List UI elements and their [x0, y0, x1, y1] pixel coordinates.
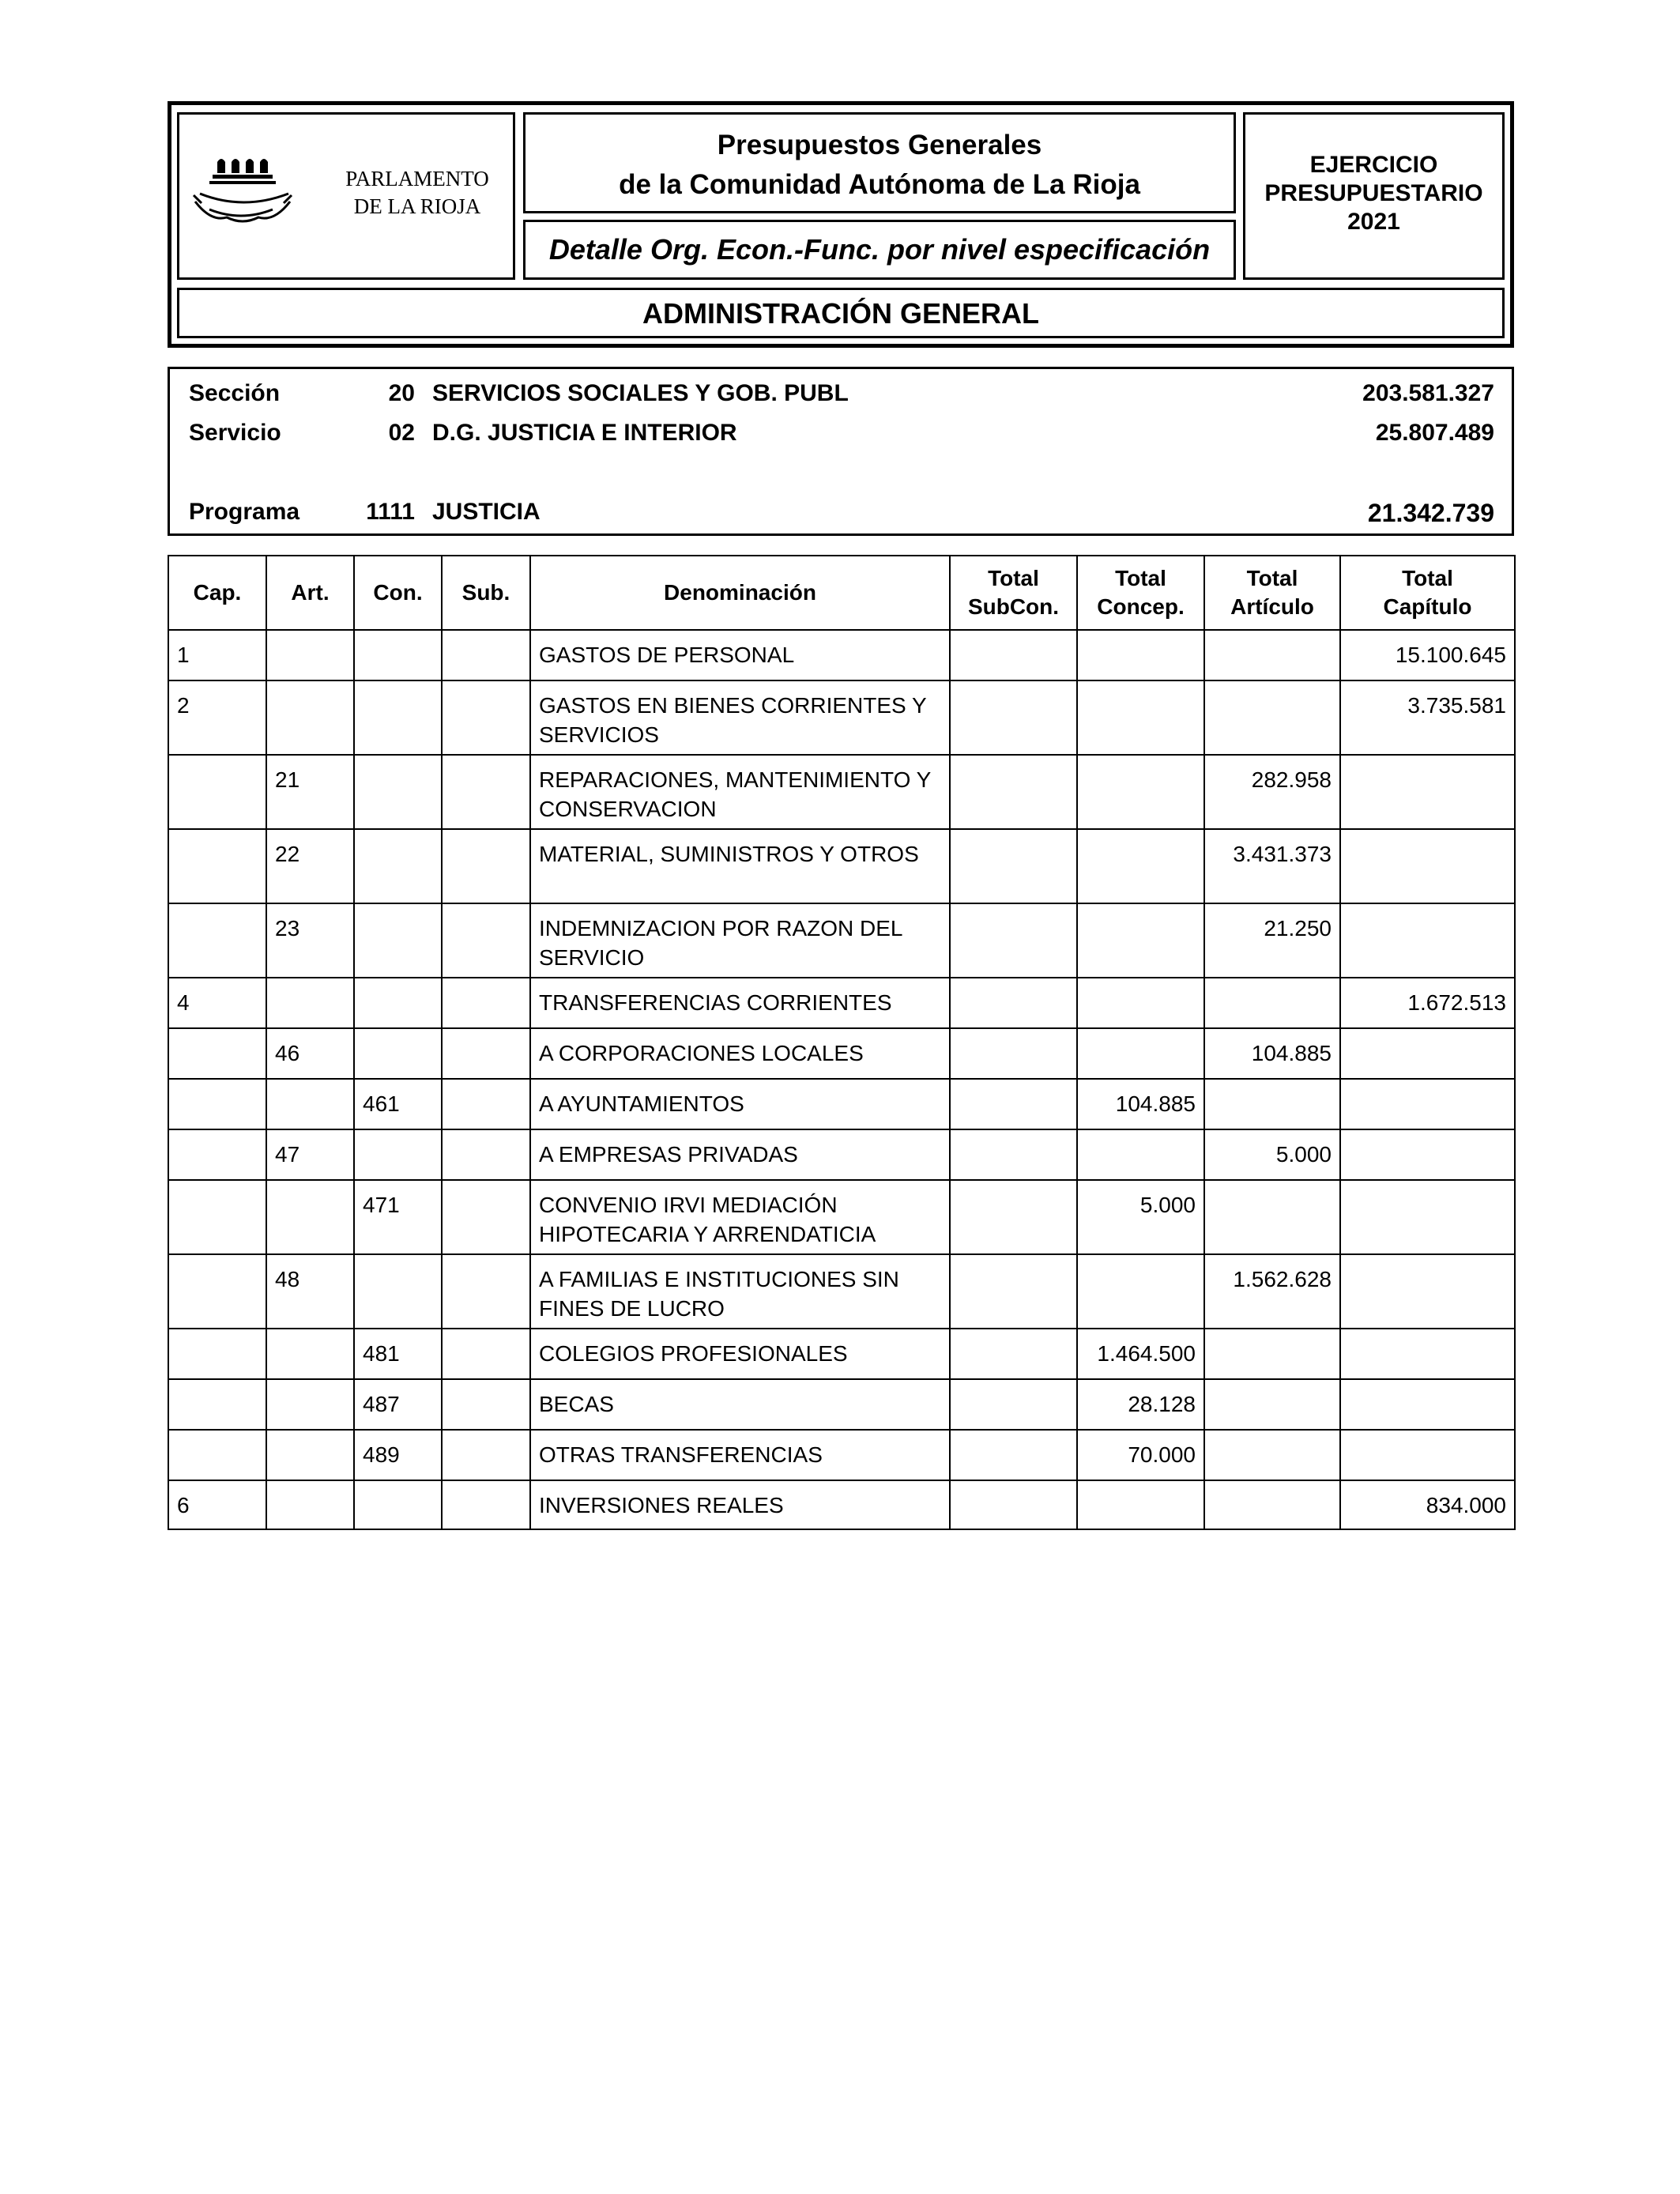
cell-total-articulo: 104.885: [1204, 1028, 1340, 1079]
header-concep-line1: Total: [1115, 566, 1166, 590]
table-header-row: [168, 556, 1515, 630]
budget-table: [168, 555, 1516, 1530]
cell-cap: 4: [168, 978, 266, 1028]
cell-denominacion: MATERIAL, SUMINISTROS Y OTROS: [530, 829, 950, 903]
cell-total-capitulo: 834.000: [1340, 1480, 1515, 1529]
table-row: [168, 978, 1515, 1028]
cell-con: [354, 829, 442, 903]
servicio-label: Servicio: [189, 420, 281, 446]
cell-total-capitulo: [1340, 1329, 1515, 1379]
cell-denominacion: A FAMILIAS E INSTITUCIONES SIN FINES DE LUCRO: [530, 1254, 950, 1329]
cell-cap: [168, 903, 266, 978]
cell-total-subcon: [950, 680, 1077, 755]
cell-con: [354, 680, 442, 755]
cell-art: [266, 1480, 354, 1529]
cell-sub: [442, 1430, 530, 1480]
logo-panel: [177, 112, 515, 280]
table-row: [168, 903, 1515, 978]
cell-total-capitulo: [1340, 1379, 1515, 1430]
cell-con: [354, 1254, 442, 1329]
cell-sub: [442, 680, 530, 755]
cell-total-capitulo: 3.735.581: [1340, 680, 1515, 755]
cell-art: [266, 1379, 354, 1430]
header-denominacion: Denominación: [530, 556, 950, 630]
table-row: [168, 1180, 1515, 1254]
table-row: [168, 680, 1515, 755]
table-row: [168, 1430, 1515, 1480]
table-row: [168, 1480, 1515, 1529]
cell-cap: [168, 1028, 266, 1079]
cell-total-articulo: [1204, 1180, 1340, 1254]
cell-sub: [442, 1079, 530, 1129]
cell-total-subcon: [950, 1480, 1077, 1529]
header-total-subcon: [950, 556, 1077, 630]
seccion-code: 20: [388, 380, 415, 406]
cell-denominacion: GASTOS EN BIENES CORRIENTES Y SERVICIOS: [530, 680, 950, 755]
header-capitulo-line2: Capítulo: [1383, 594, 1472, 619]
cell-total-capitulo: [1340, 903, 1515, 978]
logo-line-1: PARLAMENTO: [345, 167, 489, 190]
ejercicio-line-1: EJERCICIO: [1309, 152, 1438, 178]
cell-total-articulo: 21.250: [1204, 903, 1340, 978]
table-row: [168, 1379, 1515, 1430]
header-art: Art.: [266, 556, 354, 630]
cell-cap: [168, 755, 266, 829]
table-row: [168, 1254, 1515, 1329]
cell-denominacion: A EMPRESAS PRIVADAS: [530, 1129, 950, 1180]
table-row: [168, 755, 1515, 829]
cell-total-capitulo: [1340, 1254, 1515, 1329]
cell-total-subcon: [950, 755, 1077, 829]
cell-sub: [442, 829, 530, 903]
admin-banner: [177, 288, 1505, 338]
cell-art: [266, 630, 354, 680]
cell-cap: [168, 1254, 266, 1329]
cell-cap: 2: [168, 680, 266, 755]
cell-sub: [442, 1379, 530, 1430]
cell-art: 22: [266, 829, 354, 903]
cell-art: 47: [266, 1129, 354, 1180]
cell-denominacion: BECAS: [530, 1379, 950, 1430]
cell-art: [266, 1430, 354, 1480]
cell-con: [354, 630, 442, 680]
cell-cap: [168, 1379, 266, 1430]
programa-label: Programa: [189, 499, 300, 525]
cell-denominacion: A AYUNTAMIENTOS: [530, 1079, 950, 1129]
cell-total-articulo: 5.000: [1204, 1129, 1340, 1180]
header-cap: Cap.: [168, 556, 266, 630]
cell-total-concep: 28.128: [1077, 1379, 1204, 1430]
cell-total-articulo: 1.562.628: [1204, 1254, 1340, 1329]
cell-total-subcon: [950, 1180, 1077, 1254]
cell-total-capitulo: [1340, 829, 1515, 903]
cell-total-subcon: [950, 1028, 1077, 1079]
cell-sub: [442, 978, 530, 1028]
programa-amount: 21.342.739: [1367, 499, 1494, 527]
cell-total-articulo: [1204, 680, 1340, 755]
cell-total-articulo: [1204, 1480, 1340, 1529]
cell-art: [266, 680, 354, 755]
cell-sub: [442, 1129, 530, 1180]
cell-total-concep: 1.464.500: [1077, 1329, 1204, 1379]
cell-total-capitulo: [1340, 1129, 1515, 1180]
header-articulo-line1: Total: [1246, 566, 1298, 590]
cell-total-concep: [1077, 903, 1204, 978]
cell-total-articulo: [1204, 1079, 1340, 1129]
header-subcon-line1: Total: [988, 566, 1039, 590]
cell-total-subcon: [950, 1379, 1077, 1430]
ejercicio-panel: [1243, 112, 1505, 280]
cell-denominacion: REPARACIONES, MANTENIMIENTO Y CONSERVACION: [530, 755, 950, 829]
ejercicio-year: 2021: [1347, 209, 1400, 235]
seccion-label: Sección: [189, 380, 281, 406]
programa-name: JUSTICIA: [432, 499, 541, 525]
cell-total-concep: [1077, 630, 1204, 680]
header-articulo-line2: Artículo: [1230, 594, 1314, 619]
cell-sub: [442, 903, 530, 978]
cell-denominacion: GASTOS DE PERSONAL: [530, 630, 950, 680]
cell-denominacion: CONVENIO IRVI MEDIACIÓN HIPOTECARIA Y ARRENDATICIA: [530, 1180, 950, 1254]
header-sub: Sub.: [442, 556, 530, 630]
cell-denominacion: A CORPORACIONES LOCALES: [530, 1028, 950, 1079]
cell-cap: 1: [168, 630, 266, 680]
cell-total-capitulo: 15.100.645: [1340, 630, 1515, 680]
cell-total-articulo: [1204, 978, 1340, 1028]
cell-total-subcon: [950, 903, 1077, 978]
cell-sub: [442, 1329, 530, 1379]
cell-total-concep: 70.000: [1077, 1430, 1204, 1480]
cell-denominacion: TRANSFERENCIAS CORRIENTES: [530, 978, 950, 1028]
cell-total-articulo: [1204, 1430, 1340, 1480]
admin-banner-text: ADMINISTRACIÓN GENERAL: [642, 297, 1039, 330]
header-subcon-line2: SubCon.: [967, 594, 1060, 619]
cell-sub: [442, 1180, 530, 1254]
header-total-capitulo: [1340, 556, 1515, 630]
cell-total-articulo: [1204, 1379, 1340, 1430]
cell-total-articulo: 282.958: [1204, 755, 1340, 829]
cell-art: 21: [266, 755, 354, 829]
cell-total-concep: [1077, 680, 1204, 755]
cell-sub: [442, 1028, 530, 1079]
cell-sub: [442, 1254, 530, 1329]
cell-total-subcon: [950, 1254, 1077, 1329]
servicio-name: D.G. JUSTICIA E INTERIOR: [432, 420, 737, 446]
cell-con: 487: [354, 1379, 442, 1430]
cell-art: [266, 1329, 354, 1379]
cell-cap: 6: [168, 1480, 266, 1529]
cell-sub: [442, 630, 530, 680]
cell-con: [354, 755, 442, 829]
logo-wordmark: [326, 165, 508, 221]
table-row: [168, 1028, 1515, 1079]
parliament-emblem-icon: [186, 146, 328, 241]
cell-art: 48: [266, 1254, 354, 1329]
cell-total-articulo: [1204, 1329, 1340, 1379]
cell-total-capitulo: [1340, 1180, 1515, 1254]
cell-cap: [168, 1180, 266, 1254]
seccion-amount: 203.581.327: [1362, 380, 1494, 406]
cell-total-concep: [1077, 755, 1204, 829]
header-con: Con.: [354, 556, 442, 630]
cell-total-capitulo: [1340, 1028, 1515, 1079]
cell-art: 46: [266, 1028, 354, 1079]
cell-con: 481: [354, 1329, 442, 1379]
cell-total-subcon: [950, 978, 1077, 1028]
header-total-concep: [1077, 556, 1204, 630]
cell-con: [354, 1028, 442, 1079]
cell-total-concep: 5.000: [1077, 1180, 1204, 1254]
cell-total-capitulo: [1340, 1430, 1515, 1480]
cell-con: 461: [354, 1079, 442, 1129]
cell-total-subcon: [950, 630, 1077, 680]
cell-con: [354, 1129, 442, 1180]
cell-denominacion: INVERSIONES REALES: [530, 1480, 950, 1529]
cell-sub: [442, 755, 530, 829]
cell-denominacion: INDEMNIZACION POR RAZON DEL SERVICIO: [530, 903, 950, 978]
cell-denominacion: OTRAS TRANSFERENCIAS: [530, 1430, 950, 1480]
cell-total-subcon: [950, 1079, 1077, 1129]
cell-total-articulo: 3.431.373: [1204, 829, 1340, 903]
table-row: [168, 1079, 1515, 1129]
cell-total-concep: [1077, 1129, 1204, 1180]
logo-line-2: DE LA RIOJA: [353, 194, 481, 218]
subtitle-text: Detalle Org. Econ.-Func. por nivel especificación: [548, 233, 1211, 266]
cell-total-concep: [1077, 1480, 1204, 1529]
cell-con: [354, 978, 442, 1028]
cell-total-capitulo: [1340, 755, 1515, 829]
cell-cap: [168, 1430, 266, 1480]
cell-cap: [168, 829, 266, 903]
header-total-articulo: [1204, 556, 1340, 630]
cell-total-capitulo: [1340, 1079, 1515, 1129]
cell-total-concep: [1077, 978, 1204, 1028]
title-line-2: de la Comunidad Autónoma de La Rioja: [619, 169, 1140, 200]
cell-denominacion: COLEGIOS PROFESIONALES: [530, 1329, 950, 1379]
cell-art: [266, 1180, 354, 1254]
servicio-code: 02: [388, 420, 415, 446]
cell-total-subcon: [950, 1129, 1077, 1180]
cell-art: [266, 978, 354, 1028]
cell-total-subcon: [950, 1430, 1077, 1480]
table-row: [168, 1129, 1515, 1180]
cell-total-concep: [1077, 829, 1204, 903]
table-row: [168, 829, 1515, 903]
ejercicio-line-2: PRESUPUESTARIO: [1264, 180, 1483, 206]
cell-art: 23: [266, 903, 354, 978]
servicio-amount: 25.807.489: [1375, 420, 1494, 446]
document-subtitle: [523, 220, 1236, 280]
cell-total-subcon: [950, 1329, 1077, 1379]
cell-con: [354, 903, 442, 978]
cell-total-articulo: [1204, 630, 1340, 680]
section-summary: [168, 367, 1514, 536]
cell-total-capitulo: 1.672.513: [1340, 978, 1515, 1028]
cell-cap: [168, 1129, 266, 1180]
programa-code: 1111: [366, 499, 415, 525]
cell-total-concep: [1077, 1028, 1204, 1079]
title-line-1: Presupuestos Generales: [717, 130, 1042, 160]
table-row: [168, 1329, 1515, 1379]
cell-sub: [442, 1480, 530, 1529]
seccion-name: SERVICIOS SOCIALES Y GOB. PUBL: [432, 380, 849, 406]
table-row: [168, 630, 1515, 680]
cell-cap: [168, 1329, 266, 1379]
header-concep-line2: Concep.: [1097, 594, 1185, 619]
cell-cap: [168, 1079, 266, 1129]
cell-con: 489: [354, 1430, 442, 1480]
cell-con: [354, 1480, 442, 1529]
cell-total-concep: 104.885: [1077, 1079, 1204, 1129]
cell-total-subcon: [950, 829, 1077, 903]
header-capitulo-line1: Total: [1402, 566, 1453, 590]
document-title: [523, 112, 1236, 213]
cell-total-concep: [1077, 1254, 1204, 1329]
cell-art: [266, 1079, 354, 1129]
cell-con: 471: [354, 1180, 442, 1254]
